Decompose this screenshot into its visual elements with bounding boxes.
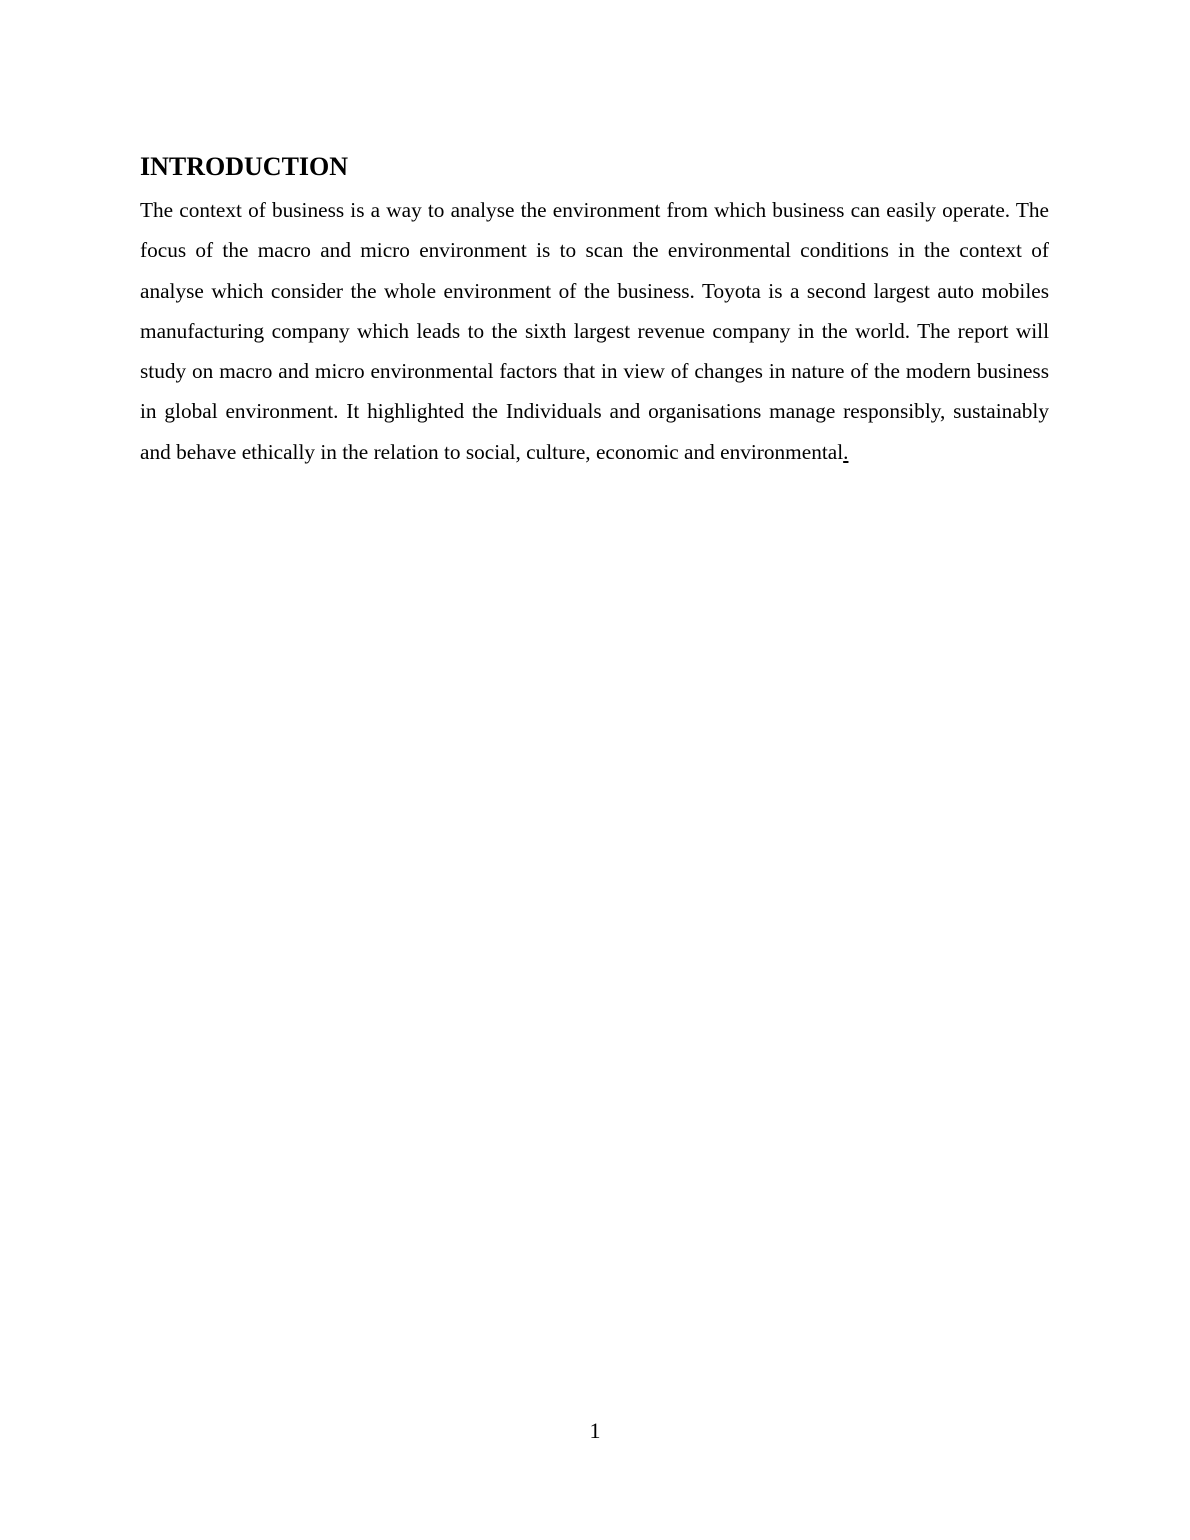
paragraph-end-mark: . [843, 439, 849, 464]
intro-paragraph-text: The context of business is a way to analyse the environment from which business can easily operate. The focus of the macro and micro environment is to scan the environmental conditions in the context of analyse which consider the whole environment of the business. Toyota is a second largest auto mobiles manufacturing company which leads to the sixth largest revenue company in the world. The report will study on macro and micro environmental factors that in view of changes in nature of the modern business in global environment. It highlighted the Individuals and organisations manage responsibly, sustainably and behave ethically in the relation to social, culture, economic and environmental [140, 198, 1049, 464]
intro-paragraph [140, 190, 1049, 472]
page-content [140, 150, 1049, 472]
page-number: 1 [589, 1418, 601, 1443]
section-heading: INTRODUCTION [140, 152, 349, 181]
